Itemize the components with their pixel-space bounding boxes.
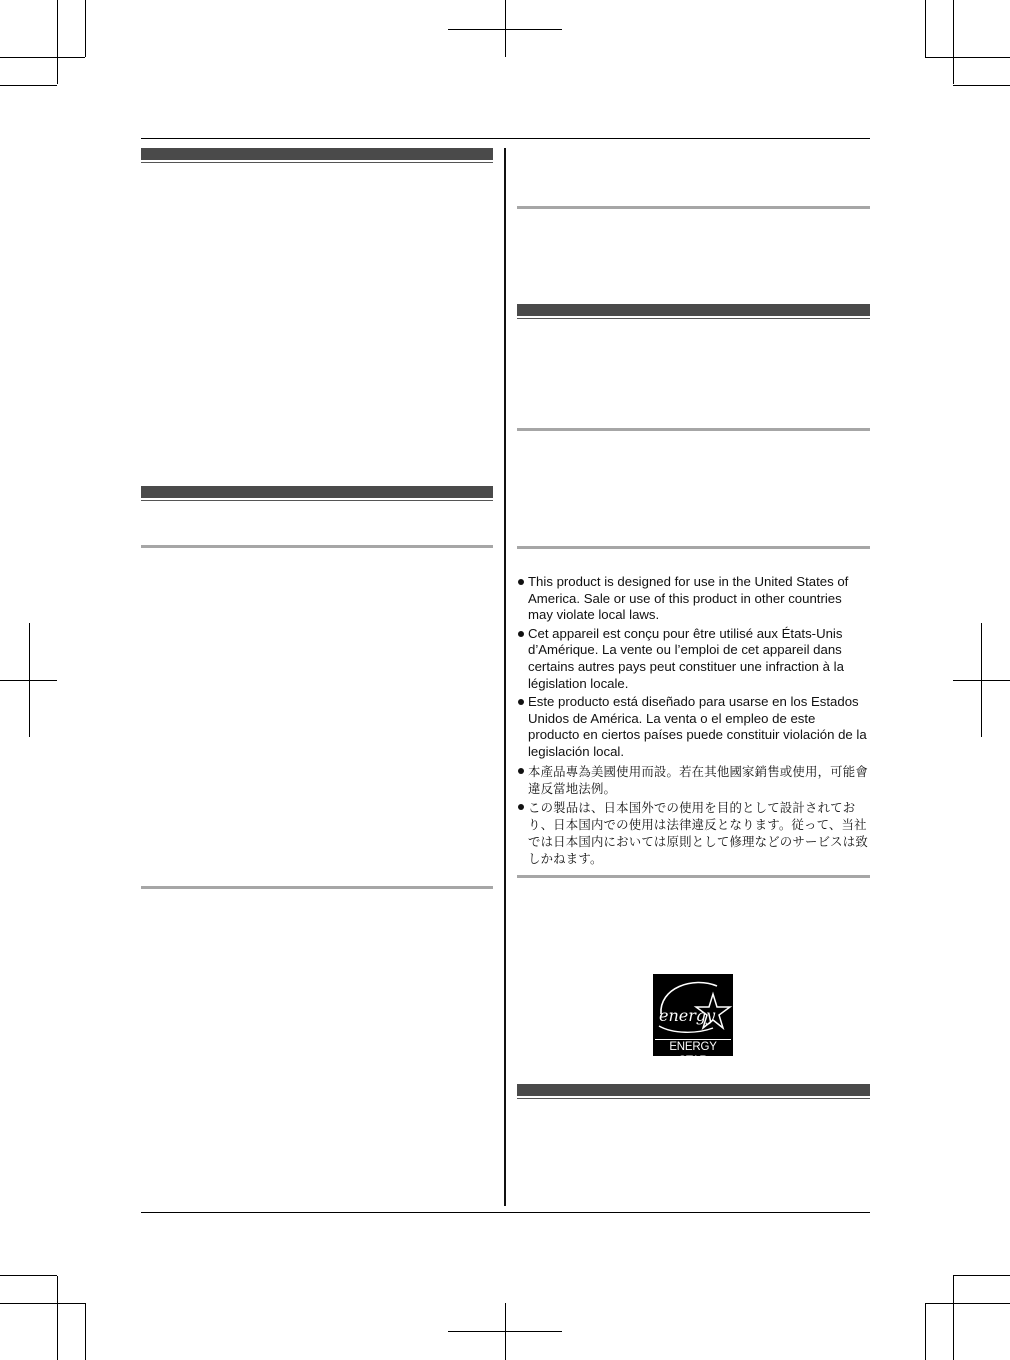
energy-star-label: ENERGY STAR (655, 1039, 731, 1054)
notice-text: この製品は、日本国外での使用を目的として設計されており、日本国内での使用は法律違反となります。従って、当社では日本国内においては原則として修理などのサービスは致しかねます。 (528, 799, 868, 866)
notice-spanish (518, 694, 868, 760)
section-header-underline (141, 162, 493, 163)
column-divider (504, 148, 506, 1206)
notice-chinese (518, 763, 868, 797)
notice-text: 本產品專為美國使用而設。若在其他國家銷售或使用，可能會違反當地法例。 (528, 763, 868, 796)
subsection-rule (141, 886, 493, 889)
section-header-underline (517, 1098, 870, 1099)
bullet-icon (518, 804, 524, 810)
energy-star-icon (653, 974, 733, 1040)
bullet-icon (518, 579, 524, 585)
bullet-icon (518, 699, 524, 705)
subsection-rule (517, 546, 870, 549)
energy-star-script: energy (659, 1006, 716, 1025)
region-notice-list (518, 574, 868, 869)
subsection-rule (517, 206, 870, 209)
section-header-underline (141, 500, 493, 501)
subsection-rule (141, 545, 493, 548)
page-bottom-rule (141, 1212, 870, 1213)
section-header-underline (517, 318, 870, 319)
notice-text: This product is designed for use in the United States of America. Sale or use of this product in other countries may violate local laws. (528, 574, 849, 623)
subsection-rule (517, 428, 870, 431)
notice-text: Cet appareil est conçu pour être utilisé aux États-Unis d’Amérique. La vente ou l’emploi de cet appareil dans certains autres pays peut constituer une infraction à la législation locale. (528, 625, 844, 691)
section-header-bar (141, 486, 493, 498)
page-top-rule (141, 138, 870, 139)
section-header-bar (517, 304, 870, 316)
section-header-bar (141, 148, 493, 160)
notice-text: Este producto está diseñado para usarse en los Estados Unidos de América. La venta o el empleo de este producto en ciertos países puede constituir violación de la legislación local. (528, 694, 867, 759)
subsection-rule (517, 875, 870, 878)
section-header-bar (517, 1084, 870, 1096)
bullet-icon (518, 631, 524, 637)
bullet-icon (518, 768, 524, 774)
notice-english (518, 574, 868, 624)
notice-japanese (518, 799, 868, 867)
notice-french (518, 626, 868, 692)
energy-star-logo (653, 974, 733, 1067)
